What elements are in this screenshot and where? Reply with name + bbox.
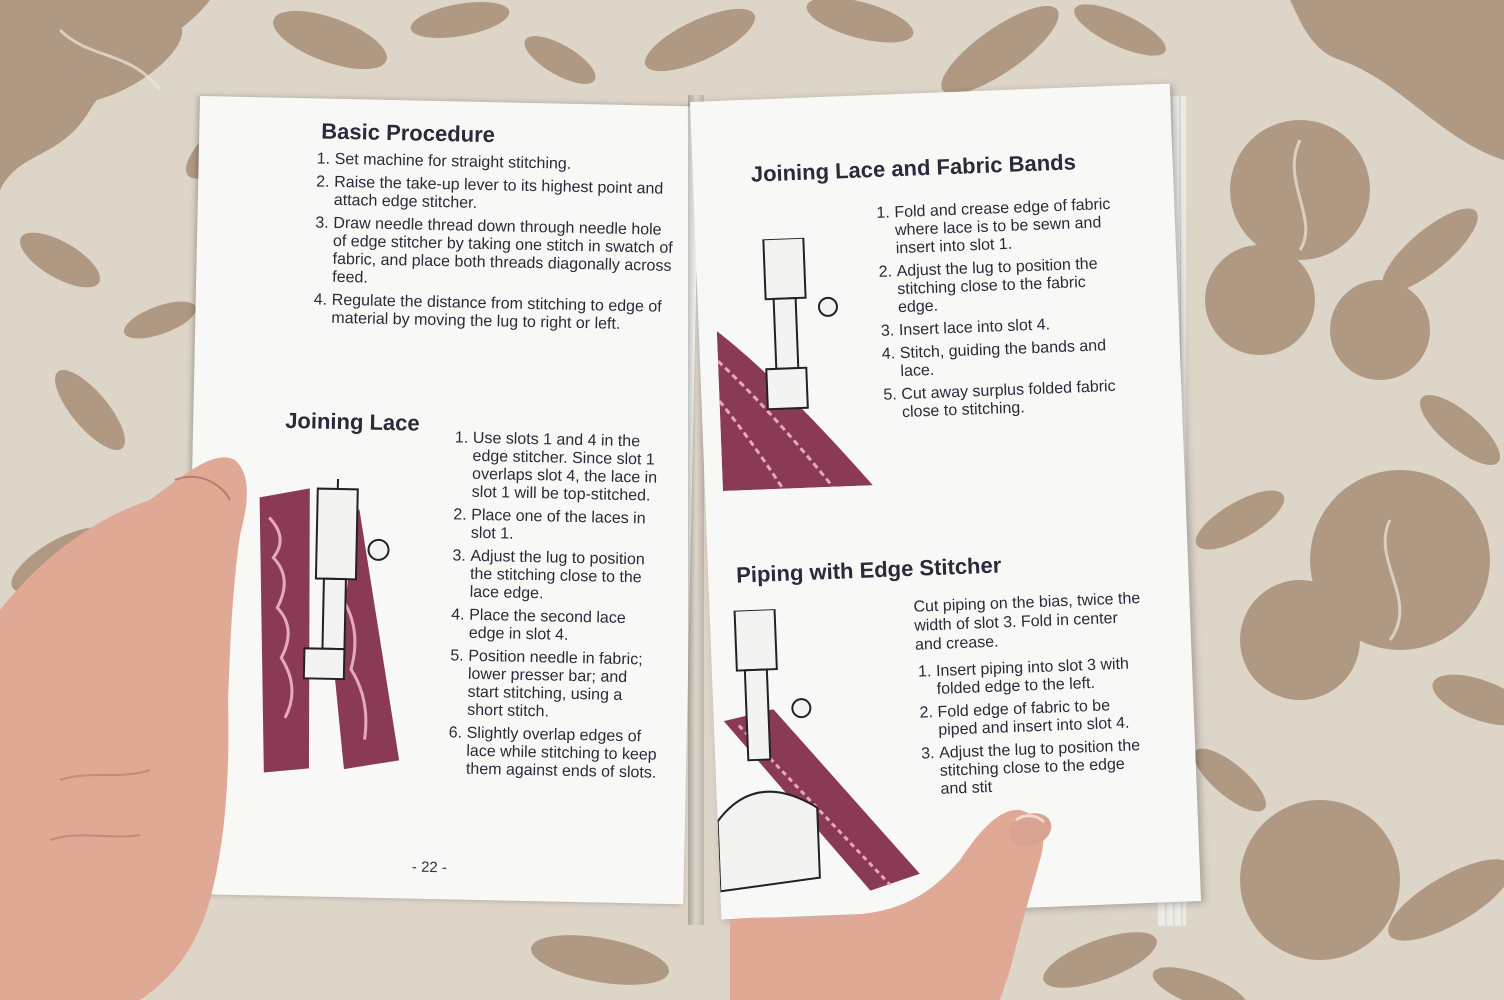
flower-shape <box>1205 245 1315 355</box>
basic-procedure-title: Basic Procedure <box>321 118 496 148</box>
list-item: 3. Draw needle thread down through needle hole of edge stitcher by taking one stitch in swatch of fabric, and place both threads diagonally across feed. <box>315 214 673 287</box>
joining-lace-steps <box>448 429 665 787</box>
joining-lace-title: Joining Lace <box>284 407 420 436</box>
lace-fabric-illustration <box>713 235 892 491</box>
left-hand <box>0 440 280 1000</box>
list-item: 1. Fold and crease edge of fabric where lace is to be sewn and insert into slot 1. <box>876 195 1111 258</box>
list-item: 6. Slightly overlap edges of lace while stitching to keep them against ends of slots. <box>448 724 657 782</box>
list-item: 2. Fold edge of fabric to be piped and insert into slot 4. <box>919 697 1130 739</box>
list-item: 4. Stitch, guiding the bands and lace. <box>881 337 1107 381</box>
list-item: 3. Adjust the lug to position the stitching close to the edge and stit <box>920 737 1141 798</box>
list-item: 2. Place one of the laces in slot 1. <box>453 506 646 543</box>
flower-shape <box>1330 280 1430 380</box>
right-page <box>690 84 1201 920</box>
list-item: 2. Raise the take-up lever to its highest point and attach edge stitcher. <box>316 173 664 212</box>
flower-shape <box>1240 800 1400 960</box>
piping-steps <box>918 655 1153 805</box>
lace-fabric-steps <box>876 196 1119 428</box>
piping-intro: Cut piping on the bias, twice the width of slot 3. Fold in center and crease. <box>913 590 1141 654</box>
page-number: - 22 - <box>411 858 448 877</box>
list-item: 1. Set machine for straight stitching. <box>316 150 572 173</box>
list-item: 3. Insert lace into slot 4. <box>880 316 1051 340</box>
list-item: 1. Use slots 1 and 4 in the edge stitcher. Since slot 1 overlaps slot 4, the lace in slot 1 will be top-stitched. <box>454 429 658 505</box>
list-item: 3. Adjust the lug to position the stitching close to the lace edge. <box>452 547 645 603</box>
list-item: 4. Place the second lace edge in slot 4. <box>451 606 626 644</box>
list-item: 1. Insert piping into slot 3 with folded edge to the left. <box>917 655 1130 698</box>
basic-procedure-steps <box>313 150 677 339</box>
right-hand <box>730 800 1090 1000</box>
piping-title: Piping with Edge Stitcher <box>735 552 1002 588</box>
list-item: 2. Adjust the lug to position the stitching close to the fabric edge. <box>878 255 1098 317</box>
list-item: 5. Cut away surplus folded fabric close to stitching. <box>883 377 1116 422</box>
joining-lace-fabric-title: Joining Lace and Fabric Bands <box>750 149 1077 187</box>
flower-shape <box>1240 580 1360 700</box>
list-item: 5. Position needle in fabric; lower presser bar; and start stitching, using a short stitch. <box>450 647 643 721</box>
list-item: 4. Regulate the distance from stitching to edge of material by moving the lug to right or left. <box>313 291 662 333</box>
